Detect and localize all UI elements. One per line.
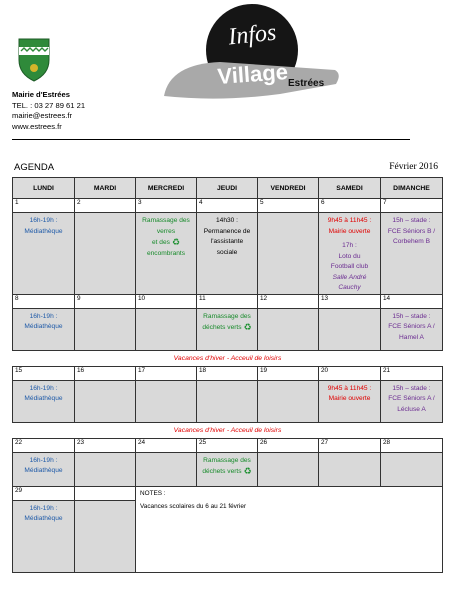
week-2-holiday-band (13, 350, 443, 366)
event-social-worker (197, 213, 258, 295)
holiday-banner: Vacances d'hiver - Acceuil de loisirs (13, 350, 443, 366)
event-green-waste (197, 308, 258, 350)
day-number: 12 (258, 294, 319, 308)
day-number: 19 (258, 366, 319, 380)
calendar-table (12, 177, 443, 573)
empty-cell (258, 308, 319, 350)
day-number: 10 (136, 294, 197, 308)
weekday-header: SAMEDI (319, 178, 381, 199)
event-line: 15h – stade : (392, 312, 431, 320)
day-number: 25 (197, 438, 258, 452)
week-4-numbers (13, 438, 443, 452)
day-number: 9 (75, 294, 136, 308)
event-football-match (381, 380, 443, 422)
recycle-icon: ♻ (243, 322, 252, 332)
event-saturday-multi (319, 213, 381, 295)
event-line: Lécluse A (397, 405, 426, 413)
empty-cell (258, 380, 319, 422)
notes-area (136, 486, 443, 572)
weekday-header: JEUDI (197, 178, 258, 199)
event-mediatheque (13, 452, 75, 486)
event-line: 17h : (342, 242, 357, 249)
event-line: Permanence de (203, 227, 251, 235)
day-number: 1 (13, 199, 75, 213)
day-number: 27 (319, 438, 381, 452)
municipal-crest-icon (18, 38, 50, 82)
weekday-header: MERCREDI (136, 178, 197, 199)
holiday-banner: Vacances d'hiver - Acceuil de loisirs (13, 422, 443, 438)
event-line-with-icon (197, 466, 257, 478)
event-line: Salle André (332, 273, 367, 281)
mairie-contact-block (12, 90, 85, 132)
event-line: et des (151, 239, 170, 246)
day-number: 24 (136, 438, 197, 452)
event-line: Médiathèque (24, 515, 63, 522)
event-line: Médiathèque (24, 467, 63, 474)
logo-word-village: Village (216, 59, 289, 89)
event-football-match (381, 308, 443, 350)
day-number: 4 (197, 199, 258, 213)
empty-cell (75, 308, 136, 350)
day-number: 13 (319, 294, 381, 308)
agenda-month: Février 2016 (389, 162, 438, 172)
weekday-header: DIMANCHE (381, 178, 443, 199)
recycle-icon: ♻ (171, 237, 181, 247)
weekday-header: MARDI (75, 178, 136, 199)
recycle-icon: ♻ (243, 466, 252, 476)
event-line: 14h30 : (216, 217, 238, 224)
day-number: 2 (75, 199, 136, 213)
notes-text: Vacances scolaires du 6 au 21 février (140, 502, 247, 510)
empty-cell (75, 452, 136, 486)
notes-label: NOTES : (140, 489, 166, 497)
event-line: 16h-19h : (29, 456, 58, 464)
event-line: 16h-19h : (29, 312, 58, 320)
event-line: 16h-19h : (29, 217, 58, 224)
day-number: 26 (258, 438, 319, 452)
event-line: 15h – stade : (392, 217, 431, 224)
logo-word-infos: Infos (227, 19, 278, 51)
week-1-numbers (13, 199, 443, 213)
event-line: 15h – stade : (392, 384, 431, 392)
event-green-waste (197, 452, 258, 486)
event-town-hall-open (319, 380, 381, 422)
weekday-header: VENDREDI (258, 178, 319, 199)
weekday-header-row (13, 178, 443, 199)
day-number: 29 (13, 486, 75, 500)
day-number: 3 (136, 199, 197, 213)
event-line: Corbehem B (392, 238, 431, 245)
week-3-holiday-band (13, 422, 443, 438)
logo-word-estrees: Estrées (288, 78, 325, 89)
event-line: Cauchy (338, 284, 361, 291)
mairie-website[interactable]: www.estrees.fr (12, 121, 62, 131)
empty-cell (75, 500, 136, 572)
day-number: 8 (13, 294, 75, 308)
event-line: Médiathèque (24, 227, 63, 235)
event-mediatheque (13, 500, 75, 572)
day-number: 22 (13, 438, 75, 452)
empty-cell (75, 380, 136, 422)
weekday-header: LUNDI (13, 178, 75, 199)
agenda-title: AGENDA (14, 162, 55, 173)
empty-cell (319, 452, 381, 486)
event-line: encombrants (146, 249, 186, 257)
empty-cell (319, 308, 381, 350)
week-1-events (13, 213, 443, 295)
event-football-match (381, 213, 443, 295)
mairie-phone: TEL. : 03 27 89 61 21 (12, 100, 86, 110)
week-2-numbers (13, 294, 443, 308)
event-line: 9h45 à 11h45 : (327, 384, 372, 392)
header-divider (12, 139, 410, 140)
day-number: 14 (381, 294, 443, 308)
event-mediatheque (13, 380, 75, 422)
day-number: 11 (197, 294, 258, 308)
event-mediatheque (13, 213, 75, 295)
day-number: 17 (136, 366, 197, 380)
event-line: 16h-19h : (29, 384, 58, 392)
day-number: 20 (319, 366, 381, 380)
empty-cell (258, 213, 319, 295)
event-line: Médiathèque (24, 395, 63, 402)
event-line: Loto du (338, 252, 361, 260)
event-line: Football club (330, 263, 369, 270)
event-line: Ramassage des (142, 217, 190, 224)
empty-cell (258, 452, 319, 486)
event-line: FCE Séniors A / (388, 395, 435, 402)
event-line: déchets verts (202, 468, 242, 475)
event-line: verres (156, 227, 176, 235)
infos-village-logo (160, 4, 345, 104)
event-line: FCE Séniors A / (388, 323, 435, 330)
empty-cell (75, 486, 136, 500)
event-line: 9h45 à 11h45 : (327, 217, 372, 224)
day-number: 7 (381, 199, 443, 213)
event-line-with-icon (197, 322, 257, 334)
day-number: 5 (258, 199, 319, 213)
event-line: sociale (216, 248, 238, 256)
empty-cell (136, 308, 197, 350)
event-line: Ramassage des (203, 456, 251, 464)
week-3-events (13, 380, 443, 422)
event-mediatheque (13, 308, 75, 350)
event-line: Mairie ouverte (328, 395, 371, 402)
empty-cell (136, 380, 197, 422)
empty-cell (75, 213, 136, 295)
event-line: FCE Séniors B / (387, 227, 436, 235)
week-4-events (13, 452, 443, 486)
empty-cell (136, 452, 197, 486)
week-3-numbers (13, 366, 443, 380)
empty-cell (381, 452, 443, 486)
day-number: 23 (75, 438, 136, 452)
event-line: déchets verts (202, 324, 242, 331)
event-line: Hamel A (399, 333, 424, 341)
event-line: Mairie ouverte (328, 227, 371, 235)
mairie-name: Mairie d'Estrées (12, 90, 70, 99)
event-line: Ramassage des (203, 312, 251, 320)
event-glass-collection (136, 213, 197, 295)
day-number: 16 (75, 366, 136, 380)
event-line: l'assistante (210, 238, 244, 245)
day-number: 6 (319, 199, 381, 213)
day-number: 28 (381, 438, 443, 452)
empty-cell (197, 380, 258, 422)
event-line-with-icon (136, 237, 196, 249)
event-line: Médiathèque (24, 323, 63, 330)
week-2-events (13, 308, 443, 350)
day-number: 21 (381, 366, 443, 380)
day-number: 15 (13, 366, 75, 380)
week-5-numbers (13, 486, 443, 500)
day-number: 18 (197, 366, 258, 380)
mairie-email[interactable]: mairie@estrees.fr (12, 111, 73, 121)
event-line: 16h-19h : (29, 504, 58, 512)
